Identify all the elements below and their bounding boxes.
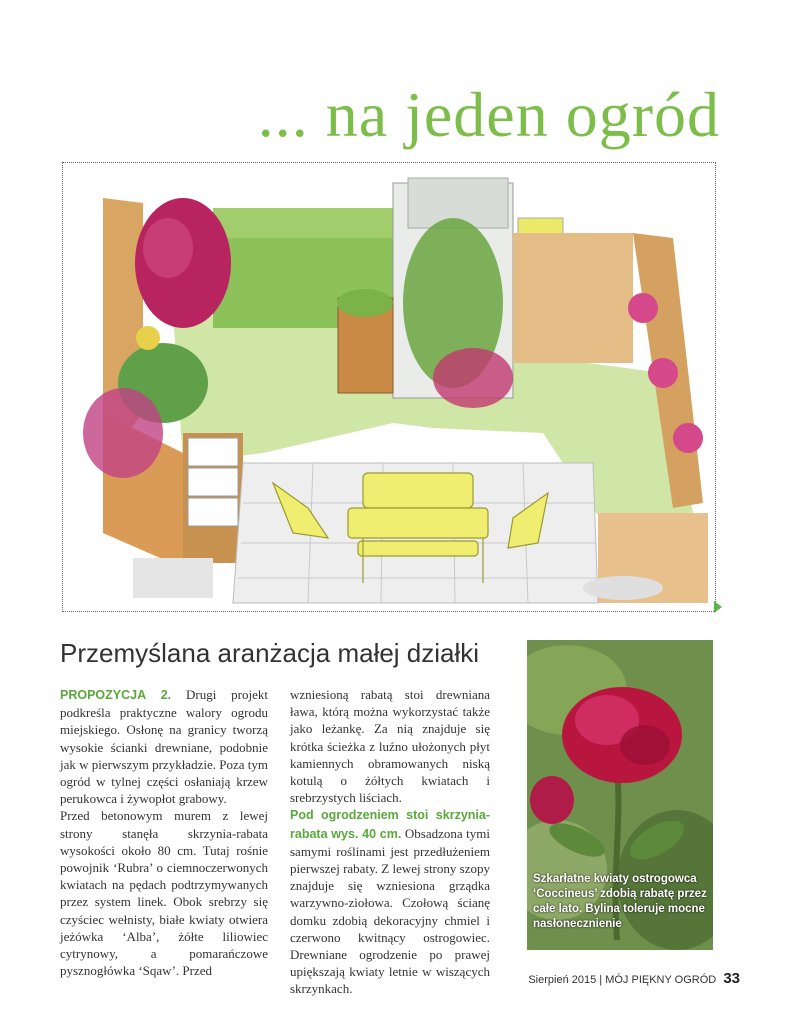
paragraph: wzniesioną rabatą stoi drewniana ława, którą można wykorzystać także jako leżankę. Za nią znajduje się krótka ścieżka z luźno ułożonych płyt kamiennych obramowanych niską kotulą o żółtych kwiatach i srebrzystych liściach. — [290, 687, 490, 806]
page-headline: ... na jeden ogród — [257, 79, 720, 150]
page-number: 33 — [723, 970, 740, 987]
paragraph-text: Drugi projekt podkreśla praktyczne walory ogrodu miejskiego. Osłonę na granicy tworzą wysokie ścianki drewniane, podobnie jak w pierwszym przykładzie. Poza tym ogród w tylnej części osłaniają krzew perukowca i żywopłot grabowy. — [60, 687, 268, 807]
proposal-lead: PROPOZYCJA 2. — [60, 688, 172, 702]
paragraph-text: Obsadzona tymi samymi roślinami jest przedłużeniem pierwszej rabaty. Z lewej strony szopy znajduje się wzniesiona grządka warzywno-ziołowa. Czołową ścianę domku zdobią dekoracyjny chmiel i czerwono kwitnący ostrogowiec. Drewniane ogrodzenie po prawej upiększają kwiaty letnie w wiszących skrzynkach. — [290, 825, 491, 997]
text-column-2 — [290, 686, 490, 998]
photo-caption: Szkarłatne kwiaty ostrogowca ‘Coccineus’ zdobią rabatę przez całe lato. Bylina toleruje mocne nasłonecznienie — [533, 873, 707, 930]
paragraph — [60, 686, 268, 807]
magazine-name: MÓJ PIĘKNY OGRÓD — [605, 974, 717, 986]
garden-illustration — [63, 163, 715, 611]
subheading: Pod ogrodzeniem stoi skrzynia-rabata wys. 40 cm. — [290, 808, 490, 841]
text-column-1 — [60, 686, 268, 979]
wooden-deck — [513, 233, 633, 363]
paragraph: Przed betonowym murem z lewej strony stanęła skrzynia-rabata wysokości około 80 cm. Tutaj rośnie powojnik ‘Rubra’ o ciemnoczerwonych kwiatach na pędach podtrzymywanych przez system linek. Obok srebrzy się czyściec wełnisty, białe kwiaty otwiera jeżówka ‘Alba’, żółte liliowiec cytrynowy, a pomarańczowe pysznogłówka ‘Sqaw’. Przed — [60, 808, 268, 979]
paragraph — [290, 806, 490, 997]
section-title: Przemyślana aranżacja małej działki — [60, 638, 480, 668]
issue-date: Sierpień 2015 — [528, 974, 597, 986]
footer-separator: | — [599, 974, 603, 986]
arrow-icon — [714, 601, 722, 613]
red-valerian — [433, 348, 513, 408]
page-footer — [528, 970, 740, 987]
hanging-flower-box — [628, 293, 658, 323]
